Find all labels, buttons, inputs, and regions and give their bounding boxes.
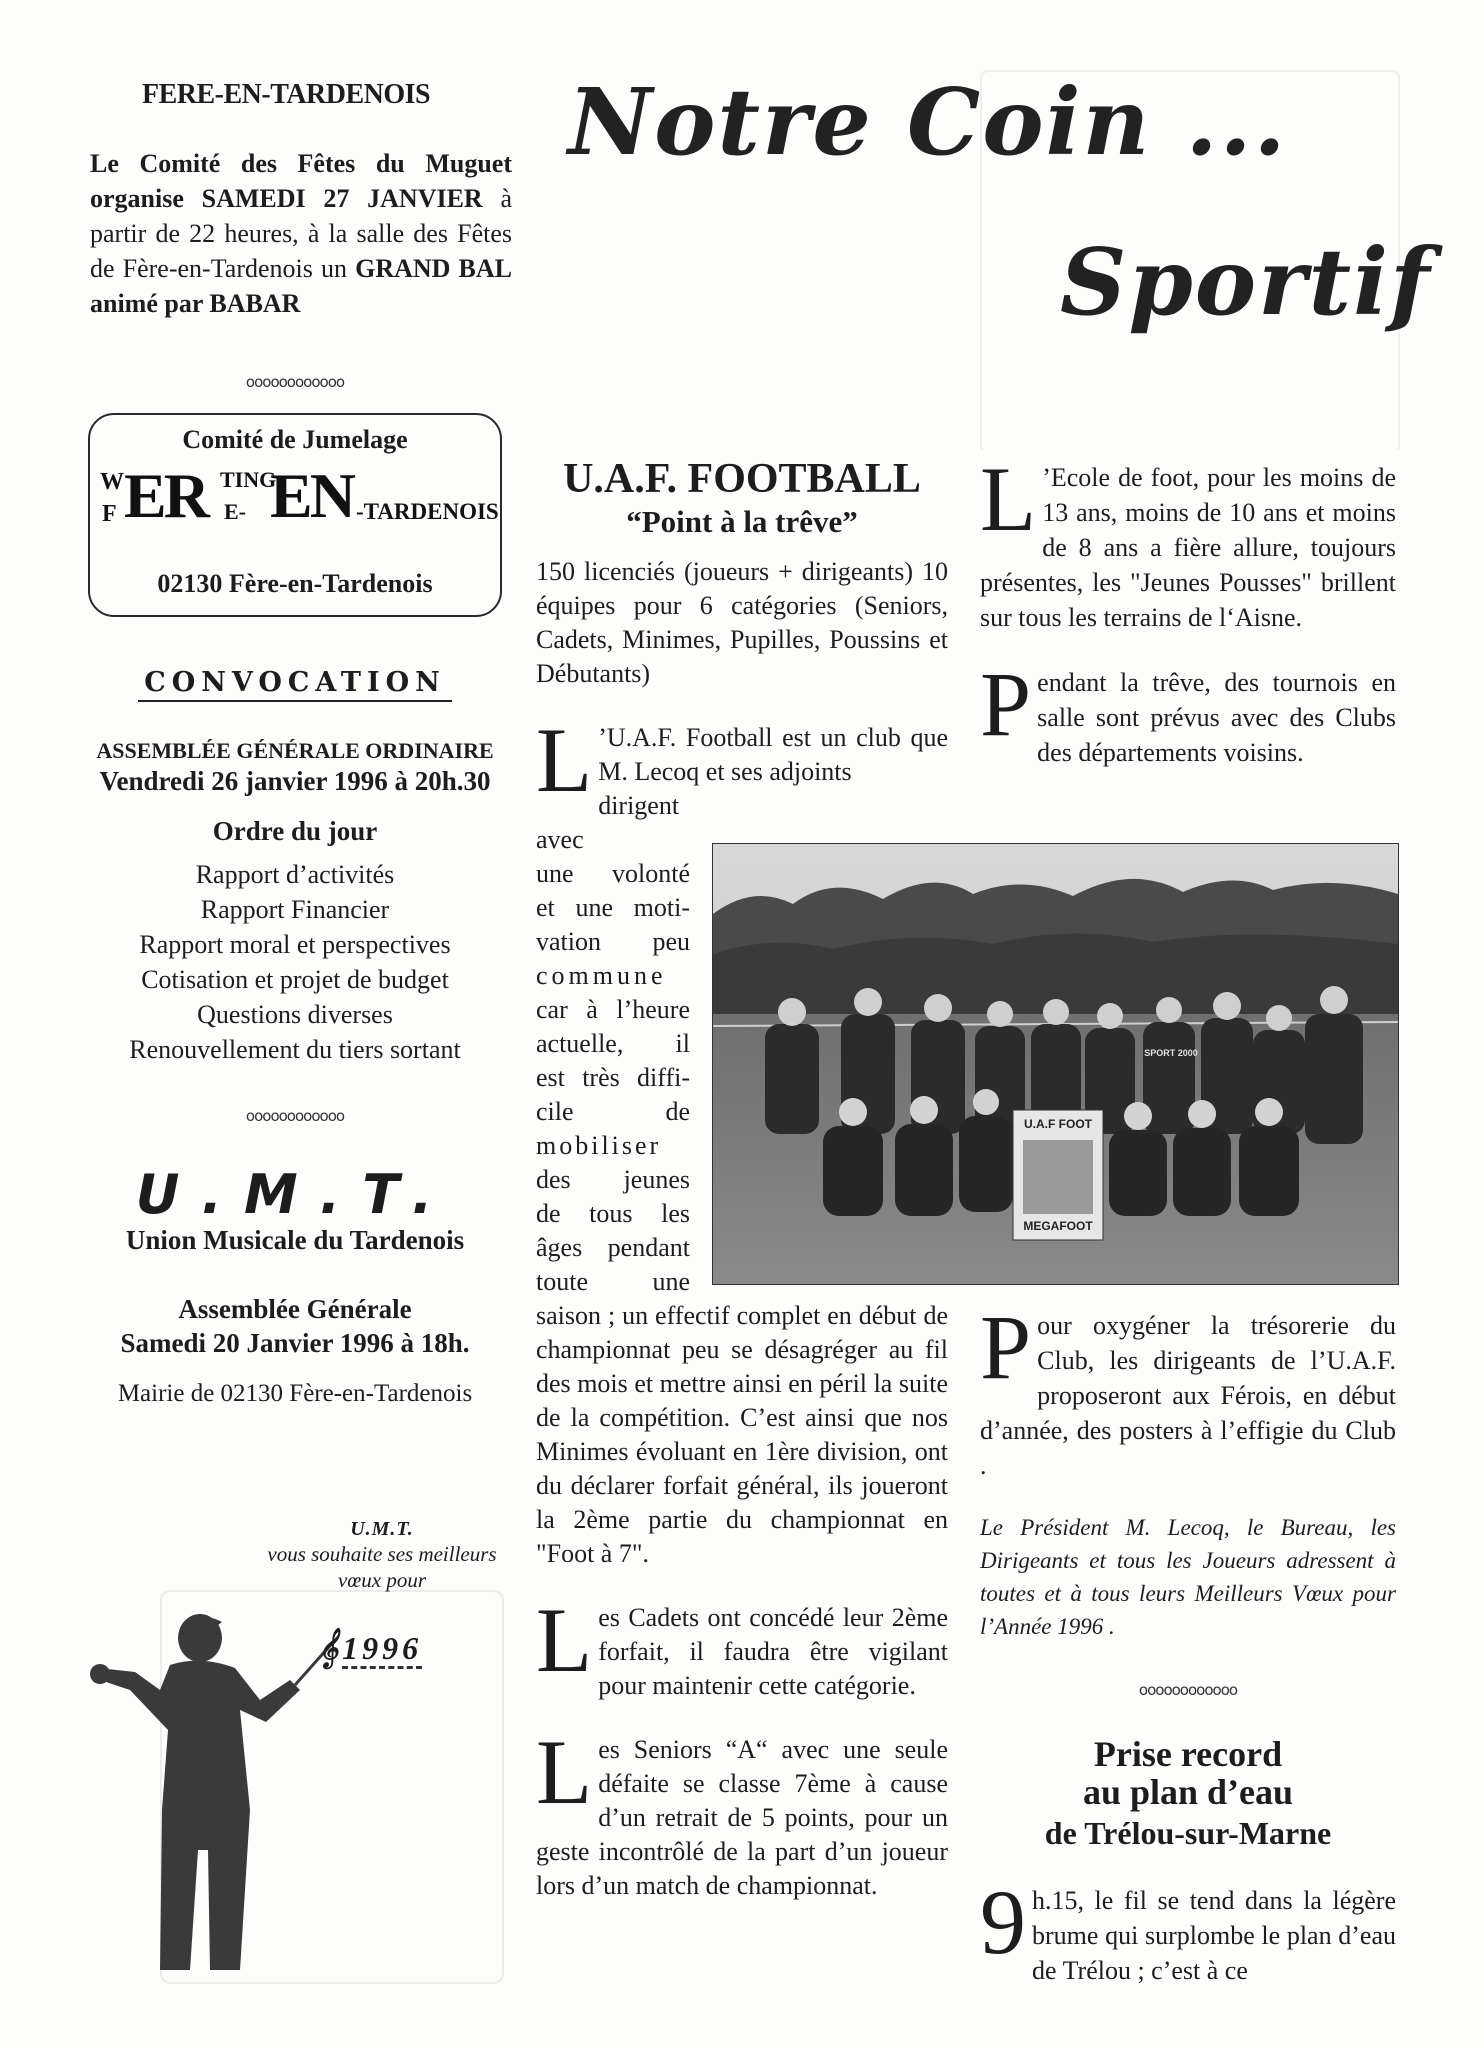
agenda-item: Rapport moral et perspectives: [139, 930, 451, 959]
record-paragraph: [980, 1871, 1396, 1988]
president-wishes: Le Président M. Lecoq, le Bureau, les Dirigeants et tous les Joueurs adressent à toutes et à tous leurs Meilleurs Vœux pour l’Année 1996 .: [980, 1515, 1396, 1639]
uaf-paragraph-2-text: es Cadets ont concédé leur 2ème forfait, il faudra être vigilant pour maintenir cette catégorie.: [598, 1603, 948, 1700]
separator: oooooooooooo: [245, 373, 345, 391]
text-line: une volonté: [536, 859, 690, 888]
umt-mairie: Mairie de 02130 Fère-en-Tardenois: [117, 1380, 473, 1407]
text-line: toute une: [536, 1267, 690, 1296]
agenda-item: Questions diverses: [197, 1000, 393, 1029]
header-title-line1: Notre Coin ...: [568, 68, 1288, 176]
text-line: mobiliser: [536, 1131, 662, 1160]
photo-banner-bottom: MEGAFOOT: [1023, 1219, 1093, 1233]
text-line: et une moti-: [536, 893, 690, 922]
uaf-paragraph-1: [536, 709, 948, 811]
ago-title: ASSEMBLÉE GÉNÉRALE ORDINAIRE: [96, 738, 494, 763]
text-line: cile de: [536, 1097, 690, 1126]
ecole-foot-paragraph: [980, 448, 1396, 635]
umt-ag-date: Samedi 20 Janvier 1996 à 18h.: [120, 1328, 470, 1358]
uaf-paragraph-1-narrow: [536, 789, 690, 1299]
separator: oooooooooooo: [245, 1107, 345, 1125]
jumelage-logo-e: E-: [224, 499, 246, 524]
dropcap: P: [980, 1296, 1032, 1398]
text-line: actuelle, il: [536, 1029, 690, 1058]
record-title-line2: au plan d’eau: [1082, 1772, 1294, 1812]
jumelage-logo-ting: TING: [220, 467, 277, 492]
text-line: commune: [536, 961, 667, 990]
text-line: car à l’heure: [536, 995, 690, 1024]
photo-shirt-text: SPORT 2000: [1144, 1048, 1198, 1058]
posters-text: our oxygéner la trésorerie du Club, les dirigeants de l’U.A.F. proposeront aux Férois, en début d’année, des posters à l’effigie du Club .: [980, 1311, 1396, 1480]
posters-paragraph: [980, 1296, 1396, 1483]
text-line: de tous les: [536, 1199, 690, 1228]
right-column-bottom: [980, 1296, 1396, 1988]
ecole-foot-text: ’Ecole de foot, pour les moins de 13 ans, moins de 10 ans et moins de 8 ans a fière allure, toujours présentes, les "Jeunes Pousses" brillent sur tous les terrains de l‘Aisne.: [980, 463, 1396, 632]
header-title-line2: Sportif: [1060, 228, 1432, 336]
agenda-title: Ordre du jour: [212, 816, 378, 846]
agenda-item: Rapport Financier: [200, 895, 390, 924]
photo-banner-top: U.A.F FOOT: [1024, 1117, 1092, 1131]
convocation-heading: [80, 667, 510, 698]
text-line: dirigent avec: [536, 791, 680, 854]
team-photo: [712, 843, 1399, 1285]
umt-wishes: [262, 1518, 502, 1593]
umt-subtitle: Union Musicale du Tardenois: [125, 1225, 465, 1255]
record-title: [980, 1735, 1396, 1811]
umt-ag-title: Assemblée Générale: [178, 1294, 412, 1324]
dropcap: L: [980, 448, 1037, 550]
record-title-line1: Prise record: [1093, 1734, 1283, 1774]
umt-wishes-heading: U.M.T.: [350, 1518, 414, 1540]
dropcap: 9: [980, 1871, 1026, 1973]
muguet-middle: à partir de 22 heures, à la salle des Fêtes de Fère-en-Tardenois un: [90, 184, 513, 283]
uaf-paragraph-1-start: ’U.A.F. Football est un club que M. Lecoq et ses adjoints: [598, 723, 948, 786]
record-subtitle: de Trélou-sur-Marne: [1044, 1815, 1332, 1851]
conductor-silhouette-icon: [90, 1610, 340, 1970]
ago-date: Vendredi 26 janvier 1996 à 20h.30: [99, 766, 491, 796]
text-line: est très diffi-: [536, 1063, 690, 1092]
uaf-paragraph-3-text: es Seniors “A“ avec une seule défaite se classe 7ème à cause d’un retrait de 5 points, pour un geste incontrôlé de la part d’un joueur lors d’un match de championnat.: [536, 1735, 948, 1900]
dropcap: P: [980, 653, 1032, 755]
left-column: [80, 78, 513, 1408]
jumelage-logo-en: EN: [270, 460, 353, 531]
dropcap: L: [536, 1589, 593, 1691]
uaf-paragraph-2: [536, 1589, 948, 1703]
uaf-stats: 150 licenciés (joueurs + dirigeants) 10 équipes pour 6 catégories (Seniors, Cadets, Minimes, Pupilles, Poussins et Débutants): [536, 557, 948, 688]
right-column-top: [980, 448, 1396, 770]
jumelage-logo-f: F: [102, 501, 117, 527]
uaf-title: U.A.F. FOOTBALL: [563, 456, 921, 502]
agenda-item: Renouvellement du tiers sortant: [129, 1035, 461, 1064]
convocation-text: CONVOCATION: [138, 667, 452, 702]
uaf-subtitle: “Point à la trêve”: [626, 504, 858, 539]
treve-text: endant la trêve, des tournois en salle sont prévus avec des Clubs des départements voisins.: [1037, 668, 1396, 767]
muguet-announcement: [90, 146, 512, 321]
text-line: âges pendant: [536, 1233, 690, 1262]
text-line: des jeunes: [536, 1165, 690, 1194]
uaf-paragraph-3: [536, 1721, 948, 1903]
uaf-paragraph-1-rest: saison ; un effectif complet en début de championnat peu se désagréger au fil des mois et mettre ainsi en péril la suite de la compétition. C’est ainsi que nos Minimes évoluant en 1ère division, ont du déclarer forfait général, ils joueront la 2ème partie du championnat en "Foot à 7".: [536, 1301, 948, 1568]
jumelage-title: Comité de Jumelage: [182, 425, 408, 454]
year-text: 1996: [342, 1630, 422, 1669]
text-line: vation peu: [536, 927, 690, 956]
muguet-bal: GRAND BAL animé par BABAR: [90, 254, 512, 318]
jumelage-city: 02130 Fère-en-Tardenois: [157, 569, 433, 598]
umt-title: U.M.T.: [135, 1163, 455, 1226]
record-text: h.15, le fil se tend dans la légère brume qui surplombe le plan d’eau de Trélou ; c’est à ce: [1032, 1886, 1396, 1985]
muguet-intro: Le Comité des Fêtes du Muguet organise: [90, 149, 512, 213]
jumelage-logo-er: ER: [124, 460, 207, 531]
jumelage-box: [88, 413, 502, 617]
jumelage-logo: [90, 460, 500, 543]
fere-title: FERE-EN-TARDENOIS: [142, 79, 431, 110]
umt-wishes-year: 𝄞1996: [318, 1630, 423, 1667]
separator: oooooooooooo: [1138, 1681, 1238, 1699]
treve-paragraph: [980, 653, 1396, 770]
jumelage-logo-tardenois: -TARDENOIS: [356, 499, 499, 524]
dropcap: L: [536, 1721, 593, 1823]
dropcap: L: [536, 709, 593, 811]
agenda-item: Cotisation et projet de budget: [141, 965, 449, 994]
jumelage-logo-w: W: [100, 469, 124, 495]
muguet-date: SAMEDI 27 JANVIER: [201, 184, 483, 213]
team-photo-image: [713, 844, 1398, 1284]
agenda-item: Rapport d’activités: [195, 860, 395, 889]
agenda-list: [80, 857, 510, 1067]
umt-wishes-text: vous souhaite ses meilleurs vœux pour: [267, 1542, 497, 1592]
